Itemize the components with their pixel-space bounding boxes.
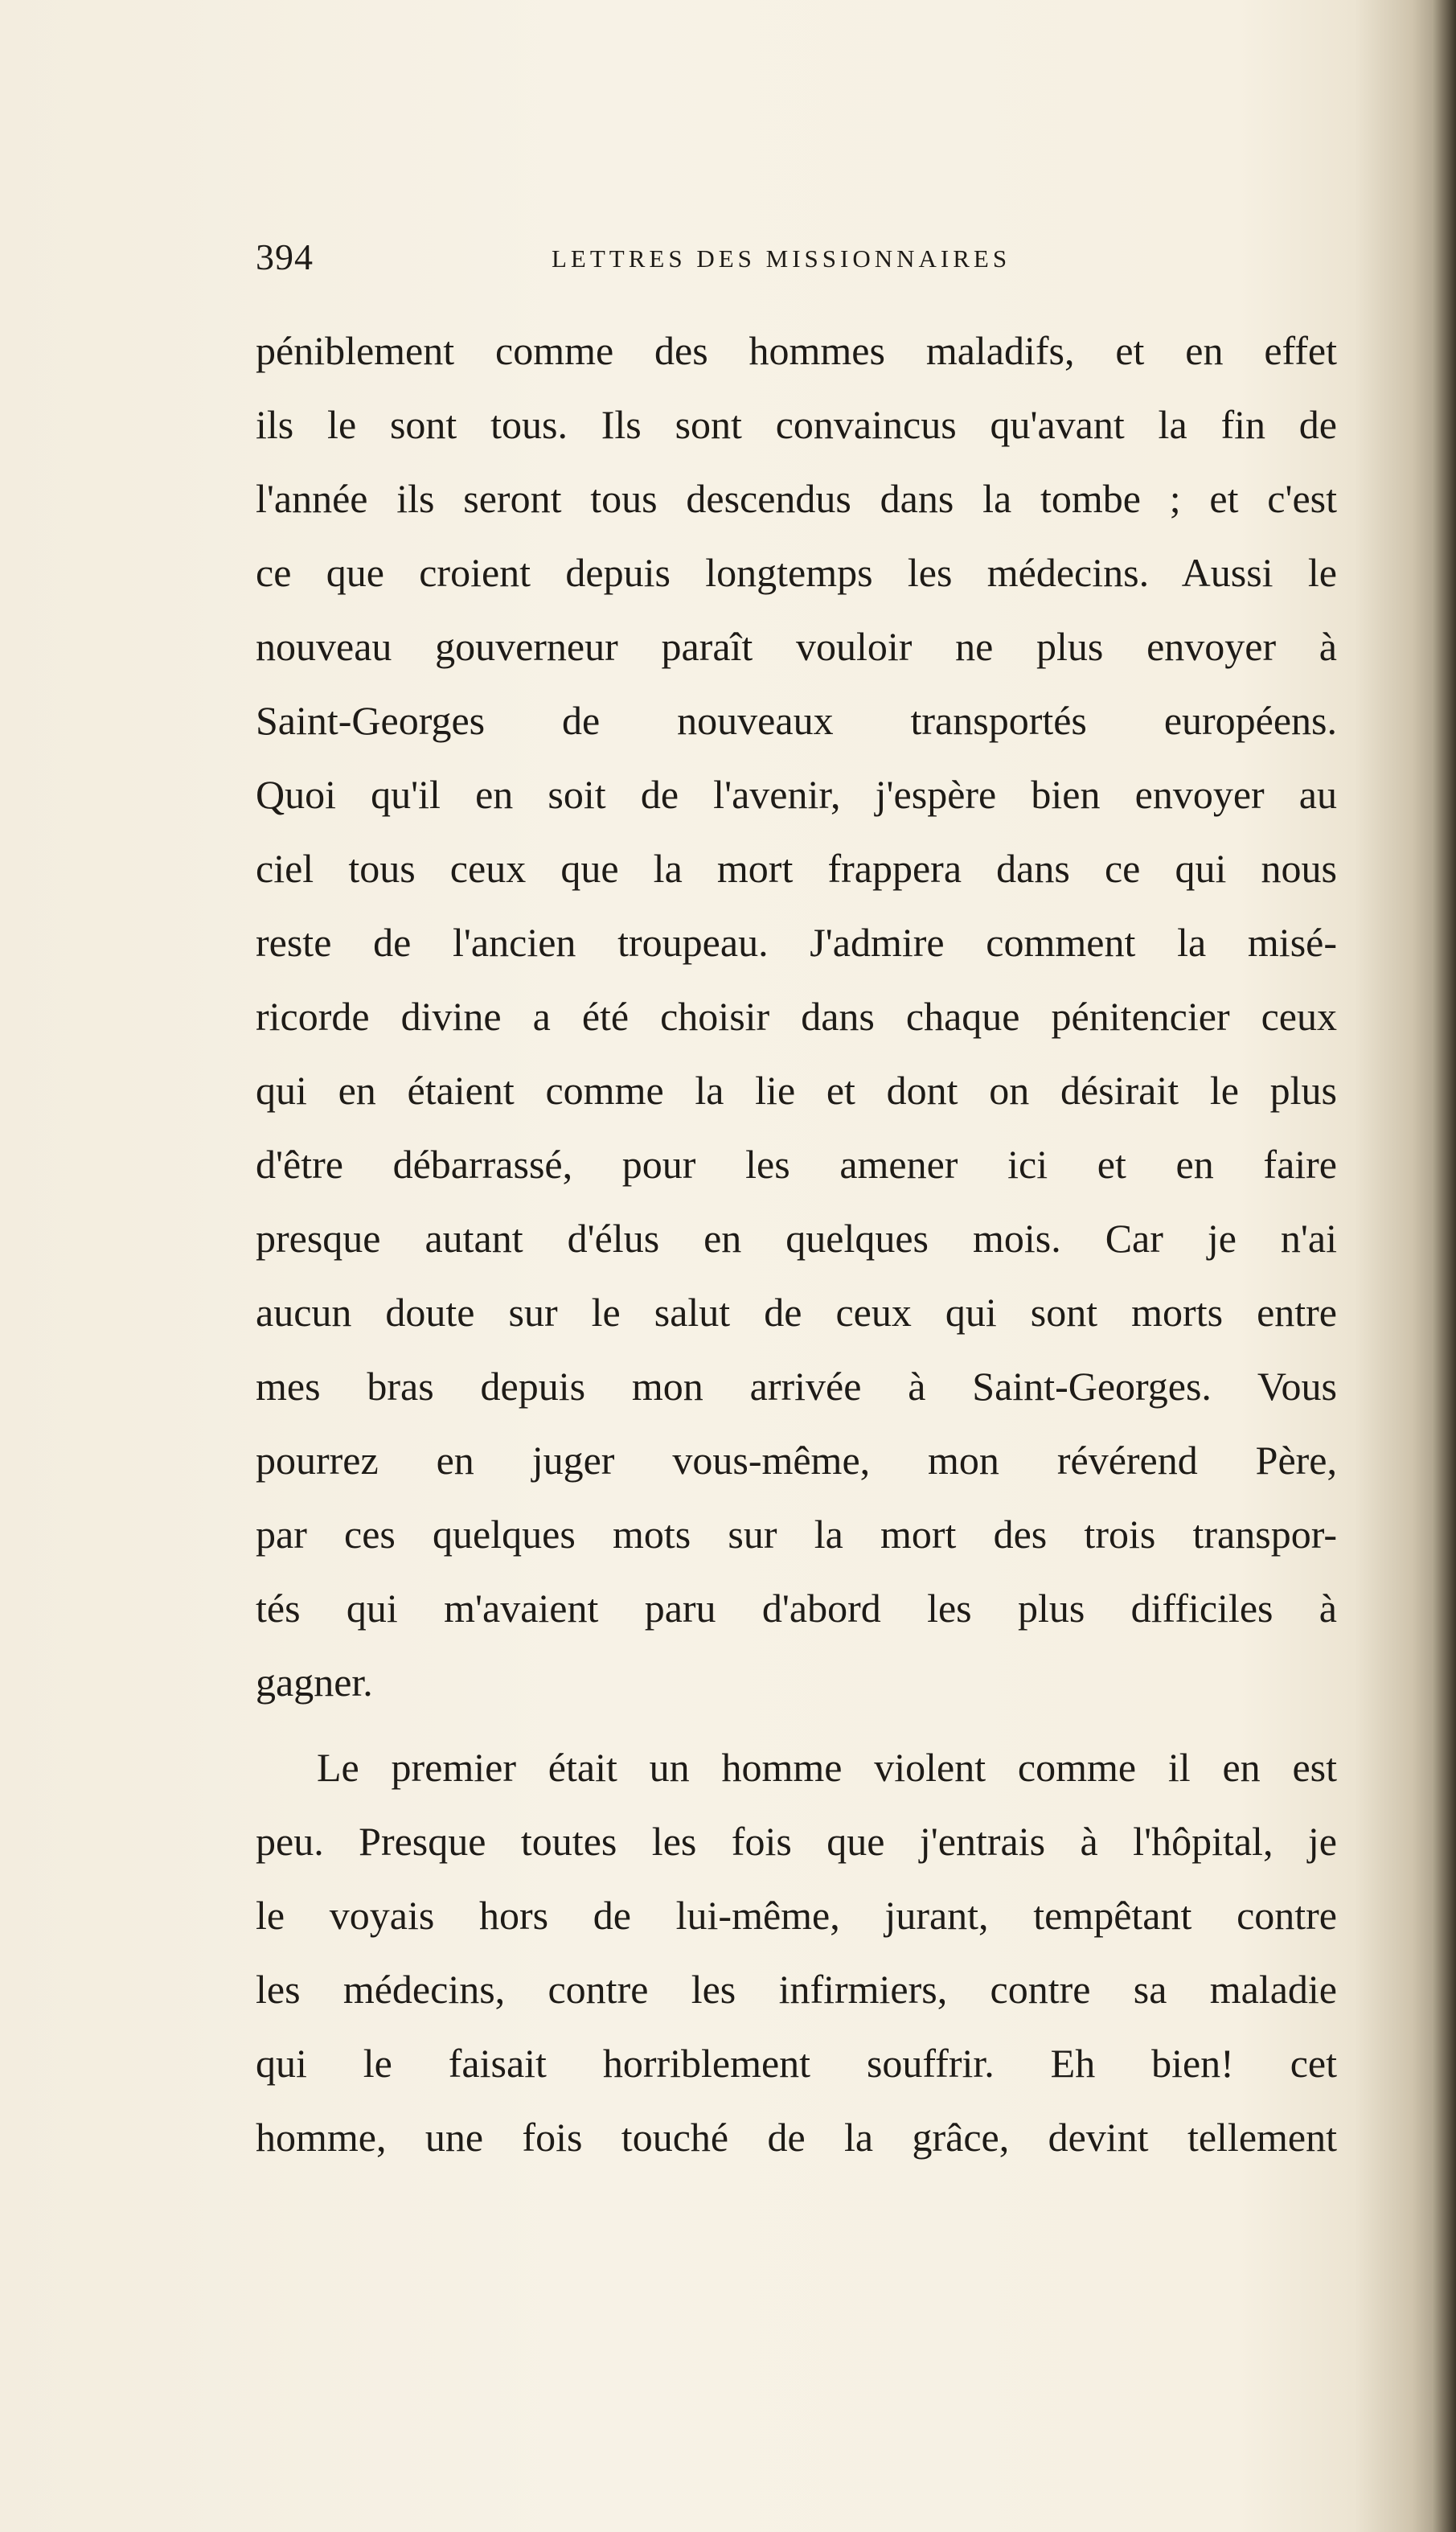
paragraph-2	[256, 1730, 1337, 2174]
text-line: ce que croient depuis longtemps les médecins. Aussi le	[256, 550, 1337, 595]
paragraph-1	[256, 314, 1337, 1719]
text-line: qui en étaient comme la lie et dont on désirait le plus	[256, 1068, 1337, 1113]
text-line: Quoi qu'il en soit de l'avenir, j'espère bien envoyer au	[256, 772, 1337, 817]
text-line: reste de l'ancien troupeau. J'admire comment la misé-	[256, 920, 1337, 965]
text-line: par ces quelques mots sur la mort des trois transpor-	[256, 1512, 1337, 1557]
text-line: tés qui m'avaient paru d'abord les plus difficiles à	[256, 1586, 1337, 1631]
text-line: d'être débarrassé, pour les amener ici et en faire	[256, 1142, 1337, 1187]
body-text	[256, 314, 1337, 2174]
text-line: le voyais hors de lui-même, jurant, tempêtant contre	[256, 1893, 1337, 1938]
text-line: Le premier était un homme violent comme il en est	[317, 1745, 1337, 1790]
text-line: peu. Presque toutes les fois que j'entrais à l'hôpital, je	[256, 1819, 1337, 1864]
text-line: homme, une fois touché de la grâce, devint tellement	[256, 2115, 1337, 2160]
text-line: Saint-Georges de nouveaux transportés européens.	[256, 698, 1337, 743]
text-line: ils le sont tous. Ils sont convaincus qu'avant la fin de	[256, 402, 1337, 447]
text-line: l'année ils seront tous descendus dans la tombe ; et c'est	[256, 476, 1337, 521]
text-line: ricorde divine a été choisir dans chaque pénitencier ceux	[256, 994, 1337, 1039]
text-line: les médecins, contre les infirmiers, contre sa maladie	[256, 1967, 1337, 2012]
text-line: pourrez en juger vous-même, mon révérend Père,	[256, 1438, 1337, 1483]
text-line: mes bras depuis mon arrivée à Saint-Georges. Vous	[256, 1364, 1337, 1409]
running-title: LETTRES DES MISSIONNAIRES	[552, 244, 1011, 273]
text-line: aucun doute sur le salut de ceux qui sont morts entre	[256, 1290, 1337, 1335]
page-number: 394	[256, 236, 314, 277]
text-line: péniblement comme des hommes maladifs, et en effet	[256, 328, 1337, 373]
paragraph-gap	[256, 1719, 1337, 1730]
page-edge-shadow	[1432, 0, 1456, 2532]
text-line: nouveau gouverneur paraît vouloir ne plus envoyer à	[256, 624, 1337, 669]
text-line: gagner.	[256, 1660, 373, 1705]
text-line: presque autant d'élus en quelques mois. Car je n'ai	[256, 1216, 1337, 1261]
text-line: qui le faisait horriblement souffrir. Eh bien! cet	[256, 2041, 1337, 2086]
text-line: ciel tous ceux que la mort frappera dans ce qui nous	[256, 846, 1337, 891]
running-head	[256, 233, 1341, 281]
